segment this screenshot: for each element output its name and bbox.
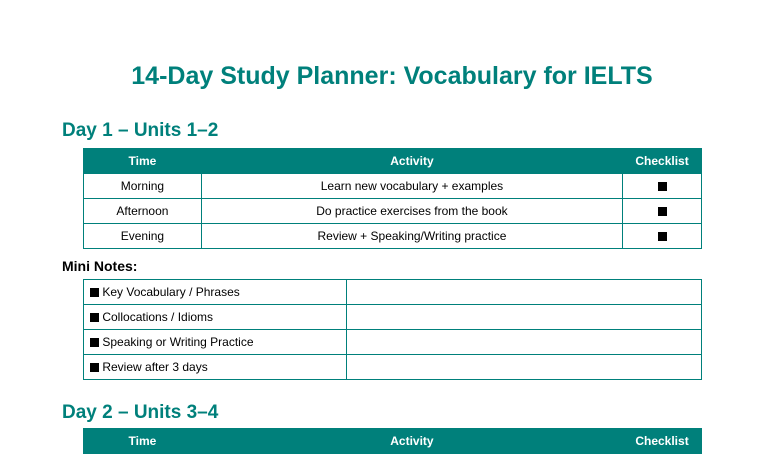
table-row [84,224,702,249]
note-row [84,330,702,355]
table-row [84,199,702,224]
bullet-square-icon [90,288,99,297]
note-row [84,280,702,305]
note-input-cell[interactable] [346,355,701,380]
checklist-cell [623,174,702,199]
note-row [84,355,702,380]
mini-notes-label: Mini Notes: [62,258,138,274]
note-label-cell [84,305,347,330]
note-input-cell[interactable] [346,280,701,305]
checklist-cell [623,224,702,249]
header-time: Time [84,149,202,174]
note-label: Key Vocabulary / Phrases [102,285,240,299]
note-label: Review after 3 days [102,360,208,374]
note-label-cell [84,355,347,380]
day-1-heading: Day 1 – Units 1–2 [62,120,219,141]
time-cell: Evening [84,224,202,249]
note-label-cell [84,330,347,355]
header-checklist: Checklist [623,429,702,454]
note-label: Speaking or Writing Practice [102,335,254,349]
note-label-cell [84,280,347,305]
note-label: Collocations / Idioms [102,310,214,324]
checkbox-square-icon[interactable] [658,207,667,216]
bullet-square-icon [90,363,99,372]
table-header-row [84,429,702,454]
activity-cell: Learn new vocabulary + examples [201,174,622,199]
time-cell: Morning [84,174,202,199]
header-activity: Activity [201,149,622,174]
note-row [84,305,702,330]
note-input-cell[interactable] [346,330,701,355]
header-checklist: Checklist [623,149,702,174]
header-activity: Activity [201,429,622,454]
mini-notes-table [83,279,702,380]
page-title: 14-Day Study Planner: Vocabulary for IELTS [131,62,653,90]
table-row [84,174,702,199]
bullet-square-icon [90,313,99,322]
checkbox-square-icon[interactable] [658,232,667,241]
checklist-cell [623,199,702,224]
day-2-heading: Day 2 – Units 3–4 [62,402,219,423]
time-cell: Afternoon [84,199,202,224]
checkbox-square-icon[interactable] [658,182,667,191]
day-2-schedule-table [83,428,702,454]
activity-cell: Do practice exercises from the book [201,199,622,224]
table-header-row [84,149,702,174]
activity-cell: Review + Speaking/Writing practice [201,224,622,249]
bullet-square-icon [90,338,99,347]
note-input-cell[interactable] [346,305,701,330]
header-time: Time [84,429,202,454]
day-1-schedule-table [83,148,702,249]
